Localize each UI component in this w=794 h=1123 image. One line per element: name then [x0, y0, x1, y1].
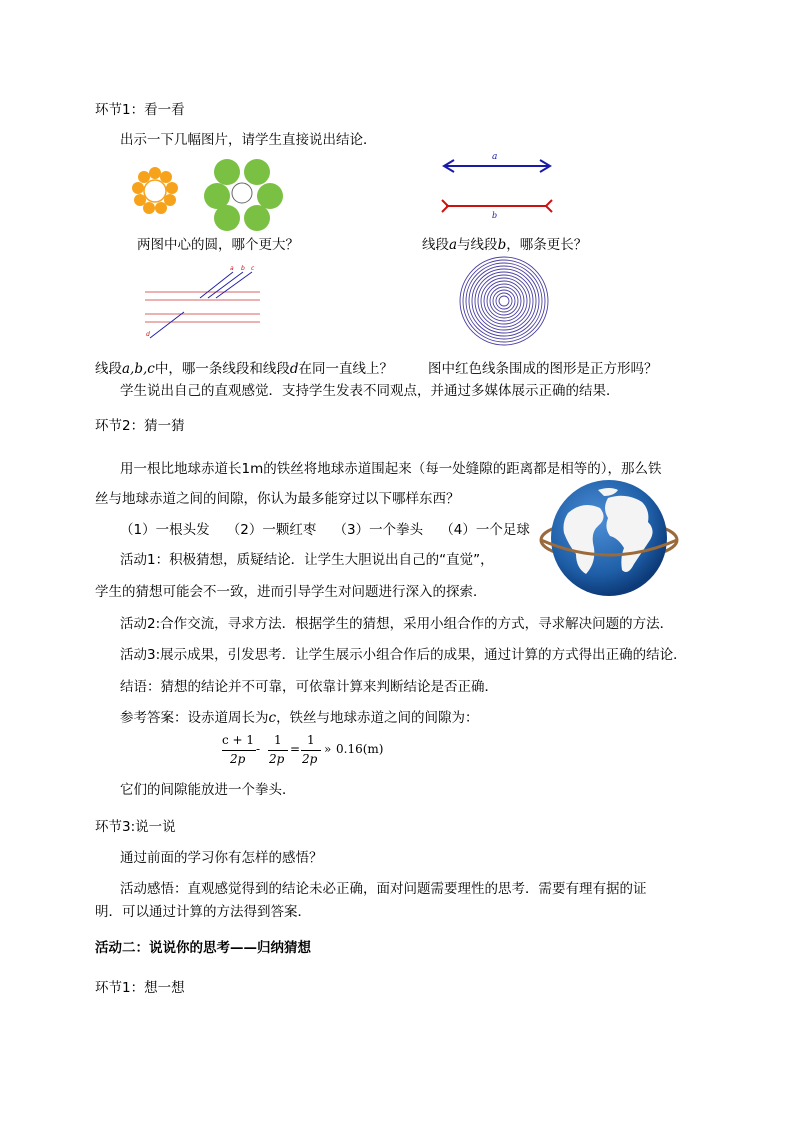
- formula-frac1-den: 2p: [230, 752, 246, 766]
- question-lines: 线段a,b,c中，哪一条线段和线段d在同一直线上？: [95, 361, 393, 377]
- concentric-ring: [466, 263, 542, 339]
- formula-frac1-num: c + 1: [222, 733, 255, 747]
- line-label-b: b: [241, 265, 245, 272]
- activity1b: 学生的猜想可能会不一致，进而引导学生对问题进行深入的探索．: [95, 584, 487, 600]
- concentric-ring: [460, 257, 548, 345]
- section2-heading: 环节2：猜一猜: [95, 418, 185, 434]
- formula-frac3-bar: [301, 750, 321, 751]
- formula-approx: »: [324, 742, 332, 756]
- formula-value: 0.16(m): [336, 742, 384, 756]
- section2-options: [120, 518, 530, 538]
- result-line: 它们的间隙能放进一个拳头．: [120, 782, 296, 798]
- formula-frac2-bar: [268, 750, 288, 751]
- concentric-ring: [496, 293, 512, 309]
- reflection-line2: 明．可以通过计算的方法得到答案．: [95, 904, 311, 920]
- section1-intro: 出示一下几幅图片，请学生直接说出结论．: [120, 132, 377, 148]
- line-label-c: c: [251, 265, 255, 272]
- question-segments: 线段a与线段b，哪条更长？: [422, 237, 588, 253]
- concentric-ring: [481, 278, 527, 324]
- concentric-ring: [472, 269, 536, 333]
- activity1: 活动1：积极猜想，质疑结论．让学生大胆说出自己的“直觉”，: [120, 552, 494, 568]
- formula-equals: =: [290, 742, 301, 756]
- formula-frac3-den: 2p: [302, 752, 318, 766]
- question-square: 图中红色线条围成的图形是正方形吗？: [428, 361, 658, 377]
- concentric-ring: [490, 287, 518, 315]
- option-3: （3）一个拳头: [333, 522, 424, 538]
- formula-frac2-den: 2p: [269, 752, 285, 766]
- section1-heading: 环节1：看一看: [95, 102, 185, 118]
- section4-heading: 环节1：想一想: [95, 980, 185, 996]
- option-4: （4）一个足球: [440, 522, 530, 538]
- parallel-lines-figure: [140, 262, 265, 347]
- globe-icon: [538, 478, 680, 603]
- line-label-d: d: [146, 331, 150, 338]
- green-flower-figure: [205, 155, 285, 230]
- concentric-ring: [487, 284, 521, 318]
- line-label-a: a: [230, 265, 234, 272]
- arrow-label-b: b: [492, 211, 498, 220]
- option-2: （2）一颗红枣: [226, 522, 317, 538]
- concentric-ring: [478, 275, 530, 327]
- option-1: （1）一根头发: [120, 522, 210, 538]
- question-circles: 两图中心的圆，哪个更大？: [137, 237, 299, 253]
- section3-question: 通过前面的学习你有怎样的感悟？: [120, 850, 323, 866]
- concentric-ring: [469, 266, 539, 336]
- section2-para1: 用一根比地球赤道长1m的铁丝将地球赤道围起来（每一处缝隙的距离都是相等的），那么铁: [120, 461, 662, 477]
- conclusion: 结语：猜想的结论并不可靠，可依靠计算来判断结论是否正确．: [120, 679, 498, 695]
- arrow-label-a: a: [492, 152, 498, 162]
- activity2-heading: 活动二：说说你的思考——归纳猜想: [95, 940, 311, 956]
- activity3: 活动3:展示成果，引发思考．让学生展示小组合作后的成果，通过计算的方式得出正确的结论．: [120, 647, 687, 663]
- section3-heading: 环节3:说一说: [95, 819, 176, 835]
- formula-frac3-num: 1: [307, 733, 315, 747]
- concentric-circles-figure: [458, 255, 550, 347]
- reflection-line1: 活动感悟：直观感觉得到的结论未必正确，面对问题需要理性的思考．需要有理有据的证: [120, 881, 647, 897]
- answer-line: 参考答案：设赤道周长为c，铁丝与地球赤道之间的间隙为：: [120, 710, 479, 726]
- orange-flower-figure: [130, 166, 180, 216]
- formula-frac2-num: 1: [274, 733, 282, 747]
- formula-frac1-bar: [222, 750, 256, 751]
- arrow-lines-figure: [440, 148, 555, 223]
- section2-para1b: 丝与地球赤道之间的间隙，你认为最多能穿过以下哪样东西？: [95, 491, 460, 507]
- concentric-ring: [499, 296, 509, 306]
- activity2: 活动2:合作交流，寻求方法．根据学生的猜想，采用小组合作的方式，寻求解决问题的方法．: [120, 616, 674, 632]
- section1-summary: 学生说出自己的直观感觉．支持学生发表不同观点，并通过多媒体展示正确的结果．: [120, 383, 620, 399]
- formula-minus: -: [256, 742, 261, 756]
